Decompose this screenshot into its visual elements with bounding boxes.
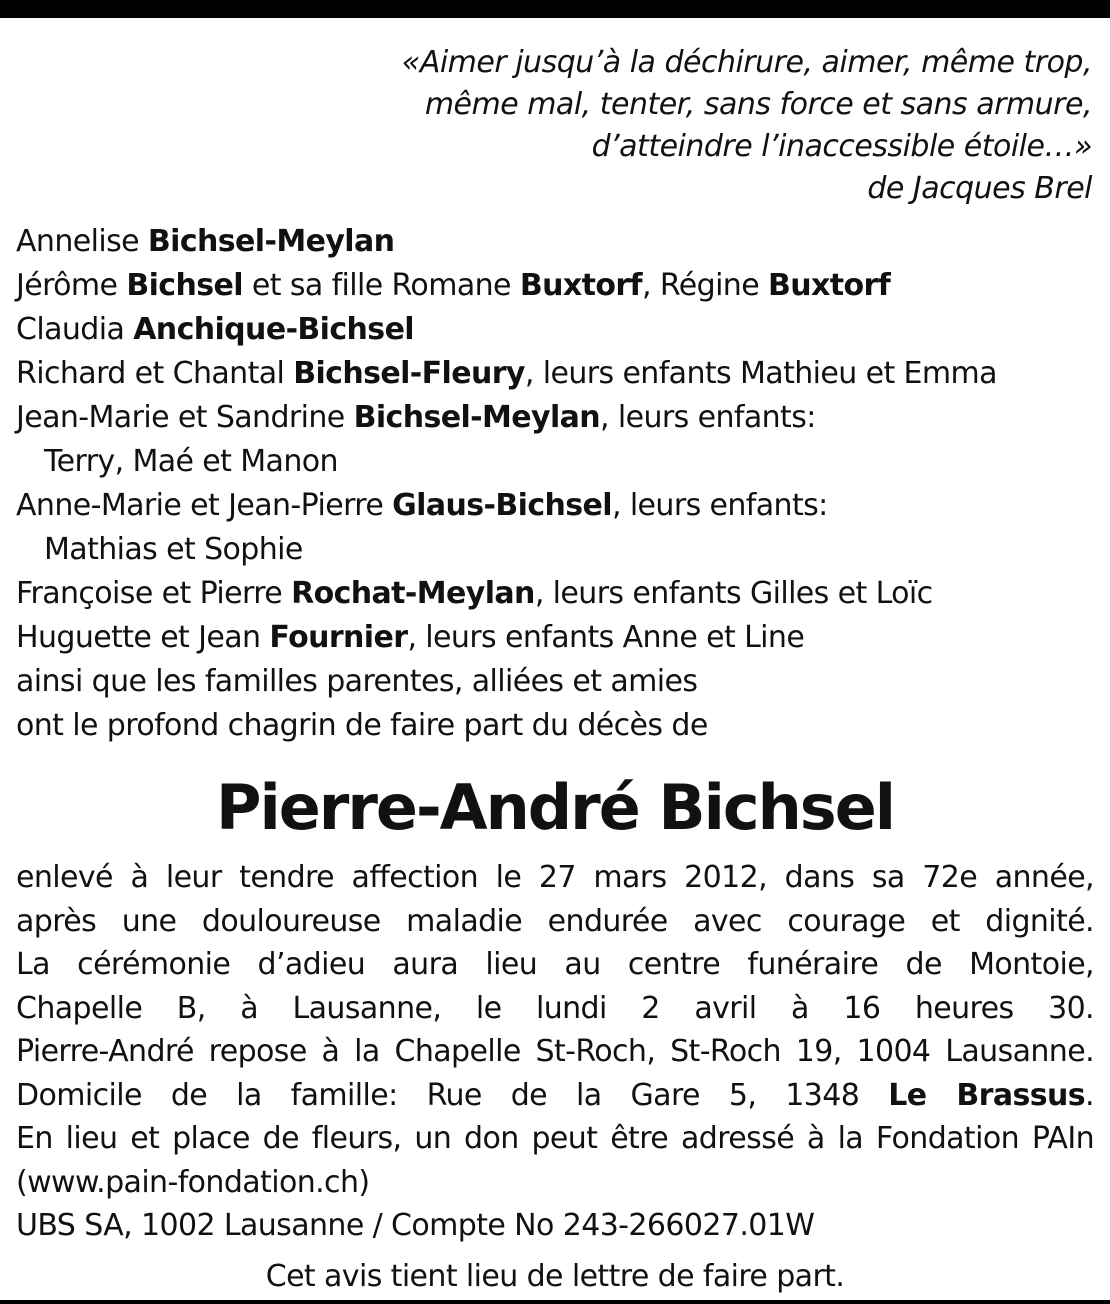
bank-account-line: UBS SA, 1002 Lausanne / Compte No 243-266027.01W — [16, 1208, 815, 1243]
extended-family-line: ainsi que les familles parentes, alliées et amies — [16, 664, 698, 699]
family-line: Anne-Marie et Jean-Pierre Glaus-Bichsel, leurs enfants: — [16, 488, 828, 523]
quote-line: d’atteindre l’inaccessible étoile…» — [591, 129, 1092, 164]
details-line: Pierre-André repose à la Chapelle St-Roch, St-Roch 19, 1004 Lausanne. — [16, 1034, 1094, 1069]
family-list — [16, 220, 1096, 748]
website-line: (www.pain-fondation.ch) — [16, 1164, 370, 1200]
details-text — [16, 856, 1094, 1248]
deceased-name: Pierre-André Bichsel — [216, 771, 894, 844]
family-line: Annelise Bichsel-Meylan — [16, 224, 395, 259]
details-line: En lieu et place de fleurs, un don peut être adressé à la Fondation PAIn — [16, 1121, 1094, 1156]
announcement-line: ont le profond chagrin de faire part du décès de — [16, 708, 708, 743]
details-line: Domicile de la famille: Rue de la Gare 5, 1348 Le Brassus. — [16, 1077, 1094, 1113]
family-surname: Bichsel-Meylan — [353, 400, 601, 435]
family-surname: Fournier — [269, 620, 408, 655]
details-line: enlevé à leur tendre affection le 27 mars 2012, dans sa 72e année, — [16, 860, 1094, 895]
family-line: Jérôme Bichsel et sa fille Romane Buxtorf, Régine Buxtorf — [16, 268, 891, 303]
family-line: Richard et Chantal Bichsel-Fleury, leurs enfants Mathieu et Emma — [16, 356, 997, 391]
quote-line: «Aimer jusqu’à la déchirure, aimer, même trop, — [401, 45, 1092, 80]
family-surname: Anchique-Bichsel — [133, 312, 414, 347]
family-surname: Bichsel-Fleury — [293, 356, 525, 391]
family-children-line: Terry, Maé et Manon — [44, 444, 338, 479]
details-line: après une douloureuse maladie endurée avec courage et dignité. — [16, 903, 1094, 939]
family-surname: Bichsel — [126, 268, 243, 303]
details-line: La cérémonie d’adieu aura lieu au centre funéraire de Montoie, — [16, 947, 1094, 982]
quote-line: même mal, tenter, sans force et sans armure, — [424, 87, 1092, 122]
epigraph-quote — [272, 42, 1092, 210]
quote-attribution: de Jacques Brel — [867, 171, 1092, 206]
footer-note: Cet avis tient lieu de lettre de faire part. — [265, 1259, 845, 1294]
family-line: Huguette et Jean Fournier, leurs enfants Anne et Line — [16, 620, 805, 655]
details-line: Chapelle B, à Lausanne, le lundi 2 avril à 16 heures 30. — [16, 990, 1094, 1026]
town-name: Le Brassus — [888, 1077, 1086, 1113]
family-surname: Rochat-Meylan — [291, 576, 535, 611]
family-line: Françoise et Pierre Rochat-Meylan, leurs enfants Gilles et Loïc — [16, 576, 933, 611]
family-surname: Buxtorf — [768, 268, 891, 303]
family-surname: Buxtorf — [519, 268, 642, 303]
family-children-line: Mathias et Sophie — [44, 532, 303, 567]
family-surname: Glaus-Bichsel — [392, 488, 612, 523]
family-surname: Bichsel-Meylan — [147, 224, 395, 259]
family-line: Jean-Marie et Sandrine Bichsel-Meylan, leurs enfants: — [16, 400, 816, 435]
family-line: Claudia Anchique-Bichsel — [16, 312, 414, 347]
